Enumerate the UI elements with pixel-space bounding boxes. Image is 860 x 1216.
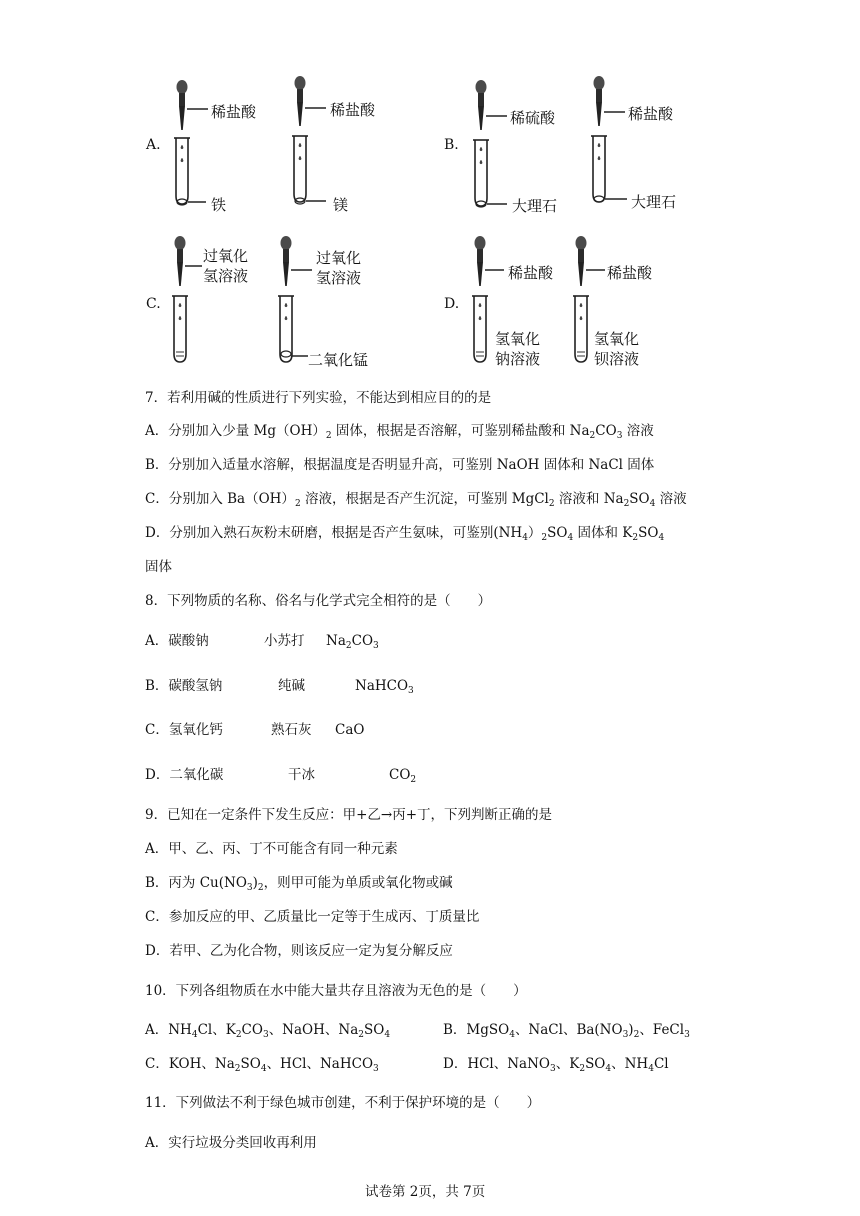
q9-option-d: D．若甲、乙为化合物，则该反应一定为复分解反应 xyxy=(145,943,453,959)
q10-option-b: B．MgSO$_4$、NaCl、$Ba(NO_3)_2$、FeCl$_3$ xyxy=(443,1022,690,1040)
q10-option-c: C．KOH、$Na_2SO_4$、HCl、NaHCO$_3$ xyxy=(145,1056,379,1074)
q7-option-a: A．分别加入少量 $Mg(OH)_2$ 固体，根据是否溶解，可鉴别稀盐酸和 $Na_2CO_3$ 溶液 xyxy=(145,423,654,441)
q8-option-b-formula: NaHCO$_3$ xyxy=(355,678,414,696)
q7-stem: 7．若利用碱的性质进行下列实验，不能达到相应目的的是 xyxy=(145,390,492,406)
label-c-right-reagent-line2: 氢溶液 xyxy=(316,269,362,287)
label-d-right-reagent: 稀盐酸 xyxy=(607,264,653,282)
option-b-letter: B. xyxy=(444,137,459,153)
label-d-left-reagent: 稀盐酸 xyxy=(508,264,554,282)
q8-stem: 8．下列物质的名称、俗名与化学式完全相符的是（ ） xyxy=(145,593,492,609)
q9-option-a: A．甲、乙、丙、丁不可能含有同一种元素 xyxy=(145,841,398,857)
q8-option-a-formula: $Na_2CO_3$ xyxy=(326,633,379,651)
q8-option-c-common: 熟石灰 xyxy=(271,722,312,738)
q10-option-a: A．$NH_4Cl$、$K_2CO_3$、NaOH、$Na_2SO_4$ xyxy=(145,1022,391,1040)
label-c-left-reagent-line2: 氢溶液 xyxy=(203,267,249,285)
q8-option-c-name: C．氢氧化钙 xyxy=(145,722,223,738)
label-a-left-reagent: 稀盐酸 xyxy=(211,103,257,121)
label-b-left-reagent: 稀硫酸 xyxy=(510,109,556,127)
label-a-left-solid: 铁 xyxy=(211,196,227,214)
q7-option-d-continued: 固体 xyxy=(145,559,172,575)
label-d-left-solution-line1: 氢氧化 xyxy=(495,330,541,348)
label-a-right-reagent: 稀盐酸 xyxy=(330,101,376,119)
q10-stem: 10．下列各组物质在水中能大量共存且溶液为无色的是（ ） xyxy=(145,983,527,999)
q9-stem: 9．已知在一定条件下发生反应：甲+乙→丙+丁，下列判断正确的是 xyxy=(145,807,553,823)
q9-option-c: C．参加反应的甲、乙质量比一定等于生成丙、丁质量比 xyxy=(145,909,480,925)
q8-option-a-name: A．碳酸钠 xyxy=(145,633,209,649)
option-d-letter: D. xyxy=(444,296,460,312)
q7-option-c: C．分别加入 $Ba(OH)_2$ 溶液，根据是否产生沉淀，可鉴别 MgCl$_2$ 溶液和 $Na_2SO_4$ 溶液 xyxy=(145,491,687,509)
label-c-left-reagent-line1: 过氧化 xyxy=(203,247,249,265)
label-c-right-solid: 二氧化锰 xyxy=(308,351,369,369)
q11-option-a: A．实行垃圾分类回收再利用 xyxy=(145,1135,317,1151)
option-a-letter: A. xyxy=(146,137,161,153)
label-b-right-solid: 大理石 xyxy=(631,193,677,211)
q10-option-d: D．HCl、NaNO$_3$、$K_2SO_4$、$NH_4Cl$ xyxy=(443,1056,669,1074)
q11-stem: 11．下列做法不利于绿色城市创建，不利于保护环境的是（ ） xyxy=(145,1095,541,1111)
label-b-right-reagent: 稀盐酸 xyxy=(628,105,674,123)
label-d-right-solution-line2: 钡溶液 xyxy=(594,350,640,368)
label-a-right-solid: 镁 xyxy=(333,196,349,214)
page-footer: 试卷第 2页，共 7页 xyxy=(365,1184,486,1200)
q7-option-b: B．分别加入适量水溶解，根据温度是否明显升高，可鉴别 NaOH 固体和 NaCl 固体 xyxy=(145,457,655,473)
q9-option-b: B．丙为 $Cu(NO_3)_2$，则甲可能为单质或氧化物或碱 xyxy=(145,875,453,893)
q8-option-b-common: 纯碱 xyxy=(278,678,305,694)
q8-option-d-formula: $CO_2$ xyxy=(389,767,417,785)
label-d-right-solution-line1: 氢氧化 xyxy=(594,330,640,348)
q8-option-b-name: B．碳酸氢钠 xyxy=(145,678,223,694)
label-c-right-reagent-line1: 过氧化 xyxy=(316,249,362,267)
q8-option-c-formula: CaO xyxy=(335,722,365,738)
q8-option-a-common: 小苏打 xyxy=(264,633,305,649)
label-d-left-solution-line2: 钠溶液 xyxy=(495,350,541,368)
label-b-left-solid: 大理石 xyxy=(512,197,558,215)
q8-option-d-common: 干冰 xyxy=(288,767,315,783)
option-c-letter: C. xyxy=(146,296,161,312)
q7-option-d: D．分别加入熟石灰粉末研磨，根据是否产生氨味，可鉴别$(NH_4)_2SO_4$ 固体和 $K_2SO_4$ xyxy=(145,525,665,543)
q8-option-d-name: D．二氧化碳 xyxy=(145,767,224,783)
